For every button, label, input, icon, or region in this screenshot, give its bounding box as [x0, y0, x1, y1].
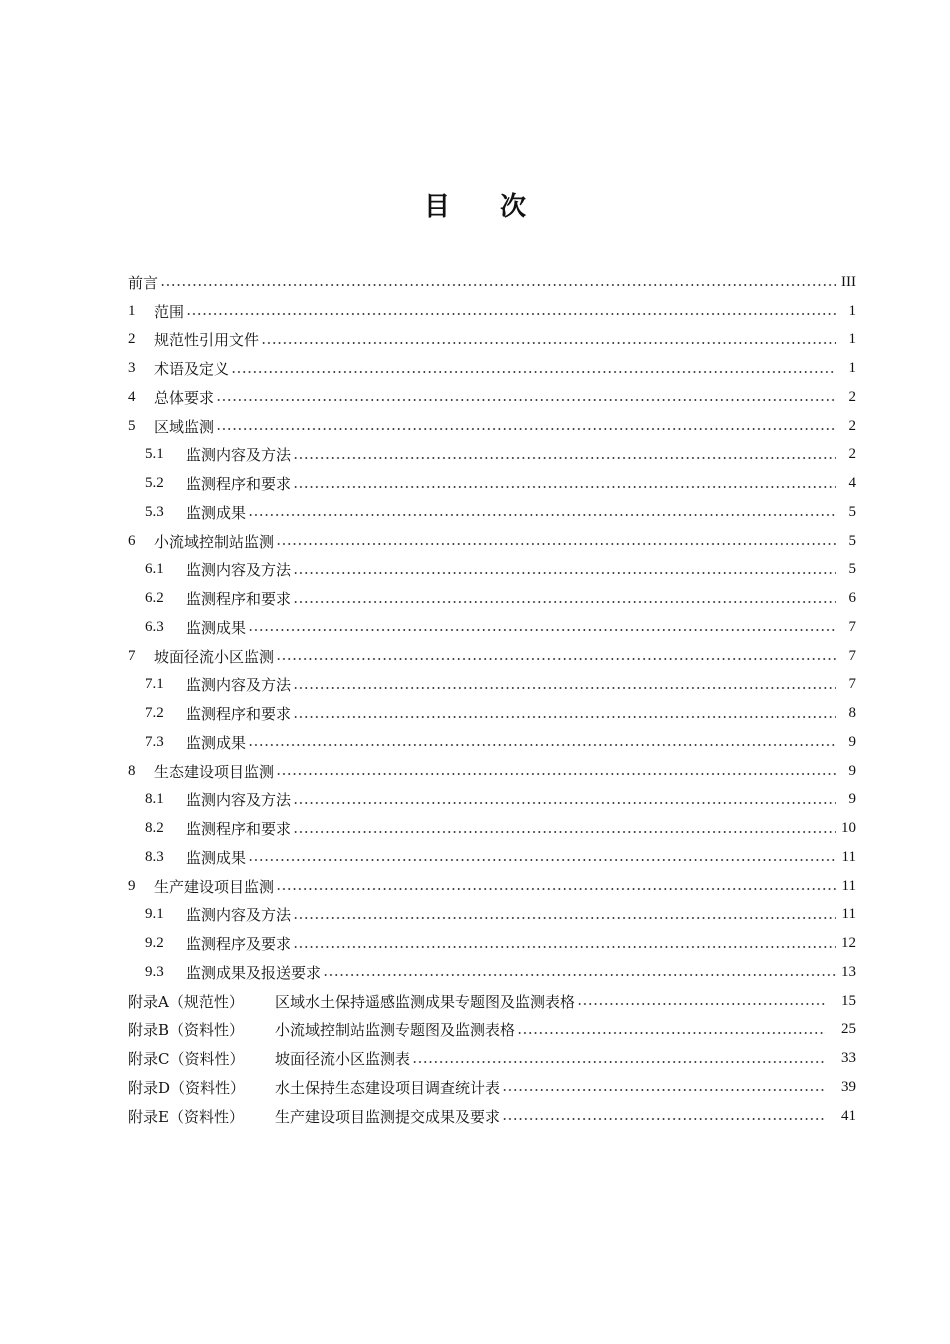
section-number: 8.1 — [145, 791, 164, 808]
title-char: 次 — [500, 192, 527, 222]
dot-leader — [276, 772, 836, 776]
dot-leader — [293, 830, 836, 834]
page-number: 5 — [848, 503, 856, 520]
section-number: 7.3 — [145, 733, 164, 750]
appendix-label: 附录A（规范性） — [128, 992, 244, 1011]
entry-title: 监测程序和要求 — [186, 475, 292, 494]
entry-title: 监测成果 — [186, 733, 247, 752]
dot-leader — [293, 456, 836, 460]
appendix-label: 附录B（资料性） — [128, 1021, 245, 1040]
entry-title: 监测成果 — [186, 848, 247, 867]
dot-leader — [216, 398, 836, 402]
page-number: 4 — [848, 475, 856, 492]
page-number: 2 — [848, 388, 856, 405]
page-number: 7 — [848, 647, 856, 664]
dot-leader — [412, 1060, 826, 1064]
dot-leader — [293, 916, 836, 920]
section-number: 7.1 — [145, 676, 164, 693]
entry-title: 监测内容及方法 — [186, 676, 292, 695]
toc-entry[interactable] — [128, 1016, 856, 1045]
section-number: 9.1 — [145, 906, 164, 923]
table-of-contents — [128, 268, 856, 1131]
toc-entry[interactable] — [128, 268, 856, 297]
entry-title: 水土保持生态建设项目调查统计表 — [275, 1078, 501, 1097]
section-number: 3 — [128, 360, 136, 377]
section-number: 6 — [128, 532, 136, 549]
page-number: 11 — [841, 848, 856, 865]
page-title — [0, 186, 950, 223]
dot-leader — [261, 341, 836, 345]
entry-title: 小流域控制站监测专题图及监测表格 — [275, 1021, 516, 1040]
toc-entry[interactable] — [128, 441, 856, 470]
toc-entry[interactable] — [128, 469, 856, 498]
page-number: 41 — [841, 1107, 856, 1124]
section-number: 2 — [128, 331, 136, 348]
page-number: 7 — [848, 618, 856, 635]
toc-entry[interactable] — [128, 814, 856, 843]
page-number: 9 — [848, 791, 856, 808]
entry-title: 规范性引用文件 — [154, 331, 260, 350]
page-number: 6 — [848, 590, 856, 607]
toc-entry[interactable] — [128, 1073, 856, 1102]
section-number: 6.3 — [145, 618, 164, 635]
dot-leader — [502, 1088, 826, 1092]
toc-entry[interactable] — [128, 757, 856, 786]
page-number: 33 — [841, 1050, 856, 1067]
toc-entry[interactable] — [128, 843, 856, 872]
entry-title: 监测成果及报送要求 — [186, 963, 322, 982]
dot-leader — [276, 542, 836, 546]
page-number: 7 — [848, 676, 856, 693]
dot-leader — [293, 945, 836, 949]
entry-title: 区域水土保持遥感监测成果专题图及监测表格 — [275, 992, 576, 1011]
dot-leader — [293, 686, 836, 690]
entry-title: 监测成果 — [186, 618, 247, 637]
toc-entry[interactable] — [128, 354, 856, 383]
toc-entry[interactable] — [128, 383, 856, 412]
page-number: 5 — [848, 532, 856, 549]
toc-entry[interactable] — [128, 728, 856, 757]
toc-entry[interactable] — [128, 584, 856, 613]
entry-title: 坡面径流小区监测表 — [275, 1050, 411, 1069]
dot-leader — [248, 858, 836, 862]
entry-title: 前言 — [128, 273, 159, 292]
section-number: 5.2 — [145, 475, 164, 492]
page-number: 2 — [848, 417, 856, 434]
toc-entry[interactable] — [128, 642, 856, 671]
title-char: 目 — [423, 192, 450, 222]
toc-entry[interactable] — [128, 1044, 856, 1073]
dot-leader — [293, 801, 836, 805]
toc-entry[interactable] — [128, 326, 856, 355]
section-number: 9 — [128, 877, 136, 894]
entry-title: 监测程序和要求 — [186, 705, 292, 724]
entry-title: 监测程序和要求 — [186, 590, 292, 609]
section-number: 5.1 — [145, 446, 164, 463]
page-number: 9 — [848, 762, 856, 779]
entry-title: 小流域控制站监测 — [154, 532, 275, 551]
section-number: 5 — [128, 417, 136, 434]
page-number: 12 — [841, 935, 856, 952]
dot-leader — [248, 743, 836, 747]
toc-entry[interactable] — [128, 786, 856, 815]
page-number: 15 — [841, 992, 856, 1009]
page-number: 2 — [848, 446, 856, 463]
page-number: 25 — [841, 1021, 856, 1038]
entry-title: 监测内容及方法 — [186, 906, 292, 925]
section-number: 7 — [128, 647, 136, 664]
page-number: 11 — [841, 906, 856, 923]
dot-leader — [186, 312, 836, 316]
toc-entry[interactable] — [128, 556, 856, 585]
toc-entry[interactable] — [128, 699, 856, 728]
page-number: 11 — [841, 877, 856, 894]
entry-title: 区域监测 — [154, 417, 215, 436]
section-number: 5.3 — [145, 503, 164, 520]
appendix-label: 附录C（资料性） — [128, 1050, 245, 1069]
dot-leader — [248, 513, 836, 517]
page-number: 9 — [848, 733, 856, 750]
entry-title: 生态建设项目监测 — [154, 762, 275, 781]
dot-leader — [323, 973, 836, 977]
dot-leader — [577, 1002, 826, 1006]
dot-leader — [276, 657, 836, 661]
toc-entry[interactable] — [128, 987, 856, 1016]
entry-title: 监测程序和要求 — [186, 820, 292, 839]
section-number: 8.2 — [145, 820, 164, 837]
section-number: 8.3 — [145, 848, 164, 865]
toc-entry[interactable] — [128, 297, 856, 326]
entry-title: 监测内容及方法 — [186, 791, 292, 810]
dot-leader — [517, 1031, 826, 1035]
toc-entry[interactable] — [128, 527, 856, 556]
dot-leader — [502, 1117, 826, 1121]
page-number: 5 — [848, 561, 856, 578]
page-number: 1 — [848, 360, 856, 377]
section-number: 7.2 — [145, 705, 164, 722]
page-number: 1 — [848, 302, 856, 319]
dot-leader — [160, 283, 836, 287]
entry-title: 监测程序及要求 — [186, 935, 292, 954]
page-number: 10 — [841, 820, 856, 837]
toc-entry[interactable] — [128, 929, 856, 958]
toc-entry[interactable] — [128, 958, 856, 987]
entry-title: 监测成果 — [186, 503, 247, 522]
section-number: 9.2 — [145, 935, 164, 952]
page-number: 1 — [848, 331, 856, 348]
page-number: 13 — [841, 963, 856, 980]
toc-entry[interactable] — [128, 498, 856, 527]
page-number: 39 — [841, 1078, 856, 1095]
page-number: 8 — [848, 705, 856, 722]
page-number: III — [841, 273, 856, 290]
dot-leader — [293, 571, 836, 575]
toc-entry[interactable] — [128, 872, 856, 901]
section-number: 8 — [128, 762, 136, 779]
dot-leader — [248, 628, 836, 632]
dot-leader — [293, 485, 836, 489]
entry-title: 生产建设项目监测 — [154, 877, 275, 896]
section-number: 4 — [128, 388, 136, 405]
entry-title: 术语及定义 — [154, 360, 230, 379]
section-number: 9.3 — [145, 963, 164, 980]
section-number: 1 — [128, 302, 136, 319]
dot-leader — [231, 370, 836, 374]
entry-title: 范围 — [154, 302, 185, 321]
toc-entry[interactable] — [128, 901, 856, 930]
toc-entry[interactable] — [128, 1102, 856, 1131]
section-number: 6.1 — [145, 561, 164, 578]
toc-entry[interactable] — [128, 412, 856, 441]
dot-leader — [216, 427, 836, 431]
toc-entry[interactable] — [128, 671, 856, 700]
entry-title: 生产建设项目监测提交成果及要求 — [275, 1107, 501, 1126]
entry-title: 总体要求 — [154, 388, 215, 407]
dot-leader — [276, 887, 836, 891]
dot-leader — [293, 715, 836, 719]
entry-title: 坡面径流小区监测 — [154, 647, 275, 666]
dot-leader — [293, 600, 836, 604]
entry-title: 监测内容及方法 — [186, 561, 292, 580]
appendix-label: 附录E（资料性） — [128, 1107, 244, 1126]
toc-entry[interactable] — [128, 613, 856, 642]
entry-title: 监测内容及方法 — [186, 446, 292, 465]
section-number: 6.2 — [145, 590, 164, 607]
appendix-label: 附录D（资料性） — [128, 1078, 246, 1097]
